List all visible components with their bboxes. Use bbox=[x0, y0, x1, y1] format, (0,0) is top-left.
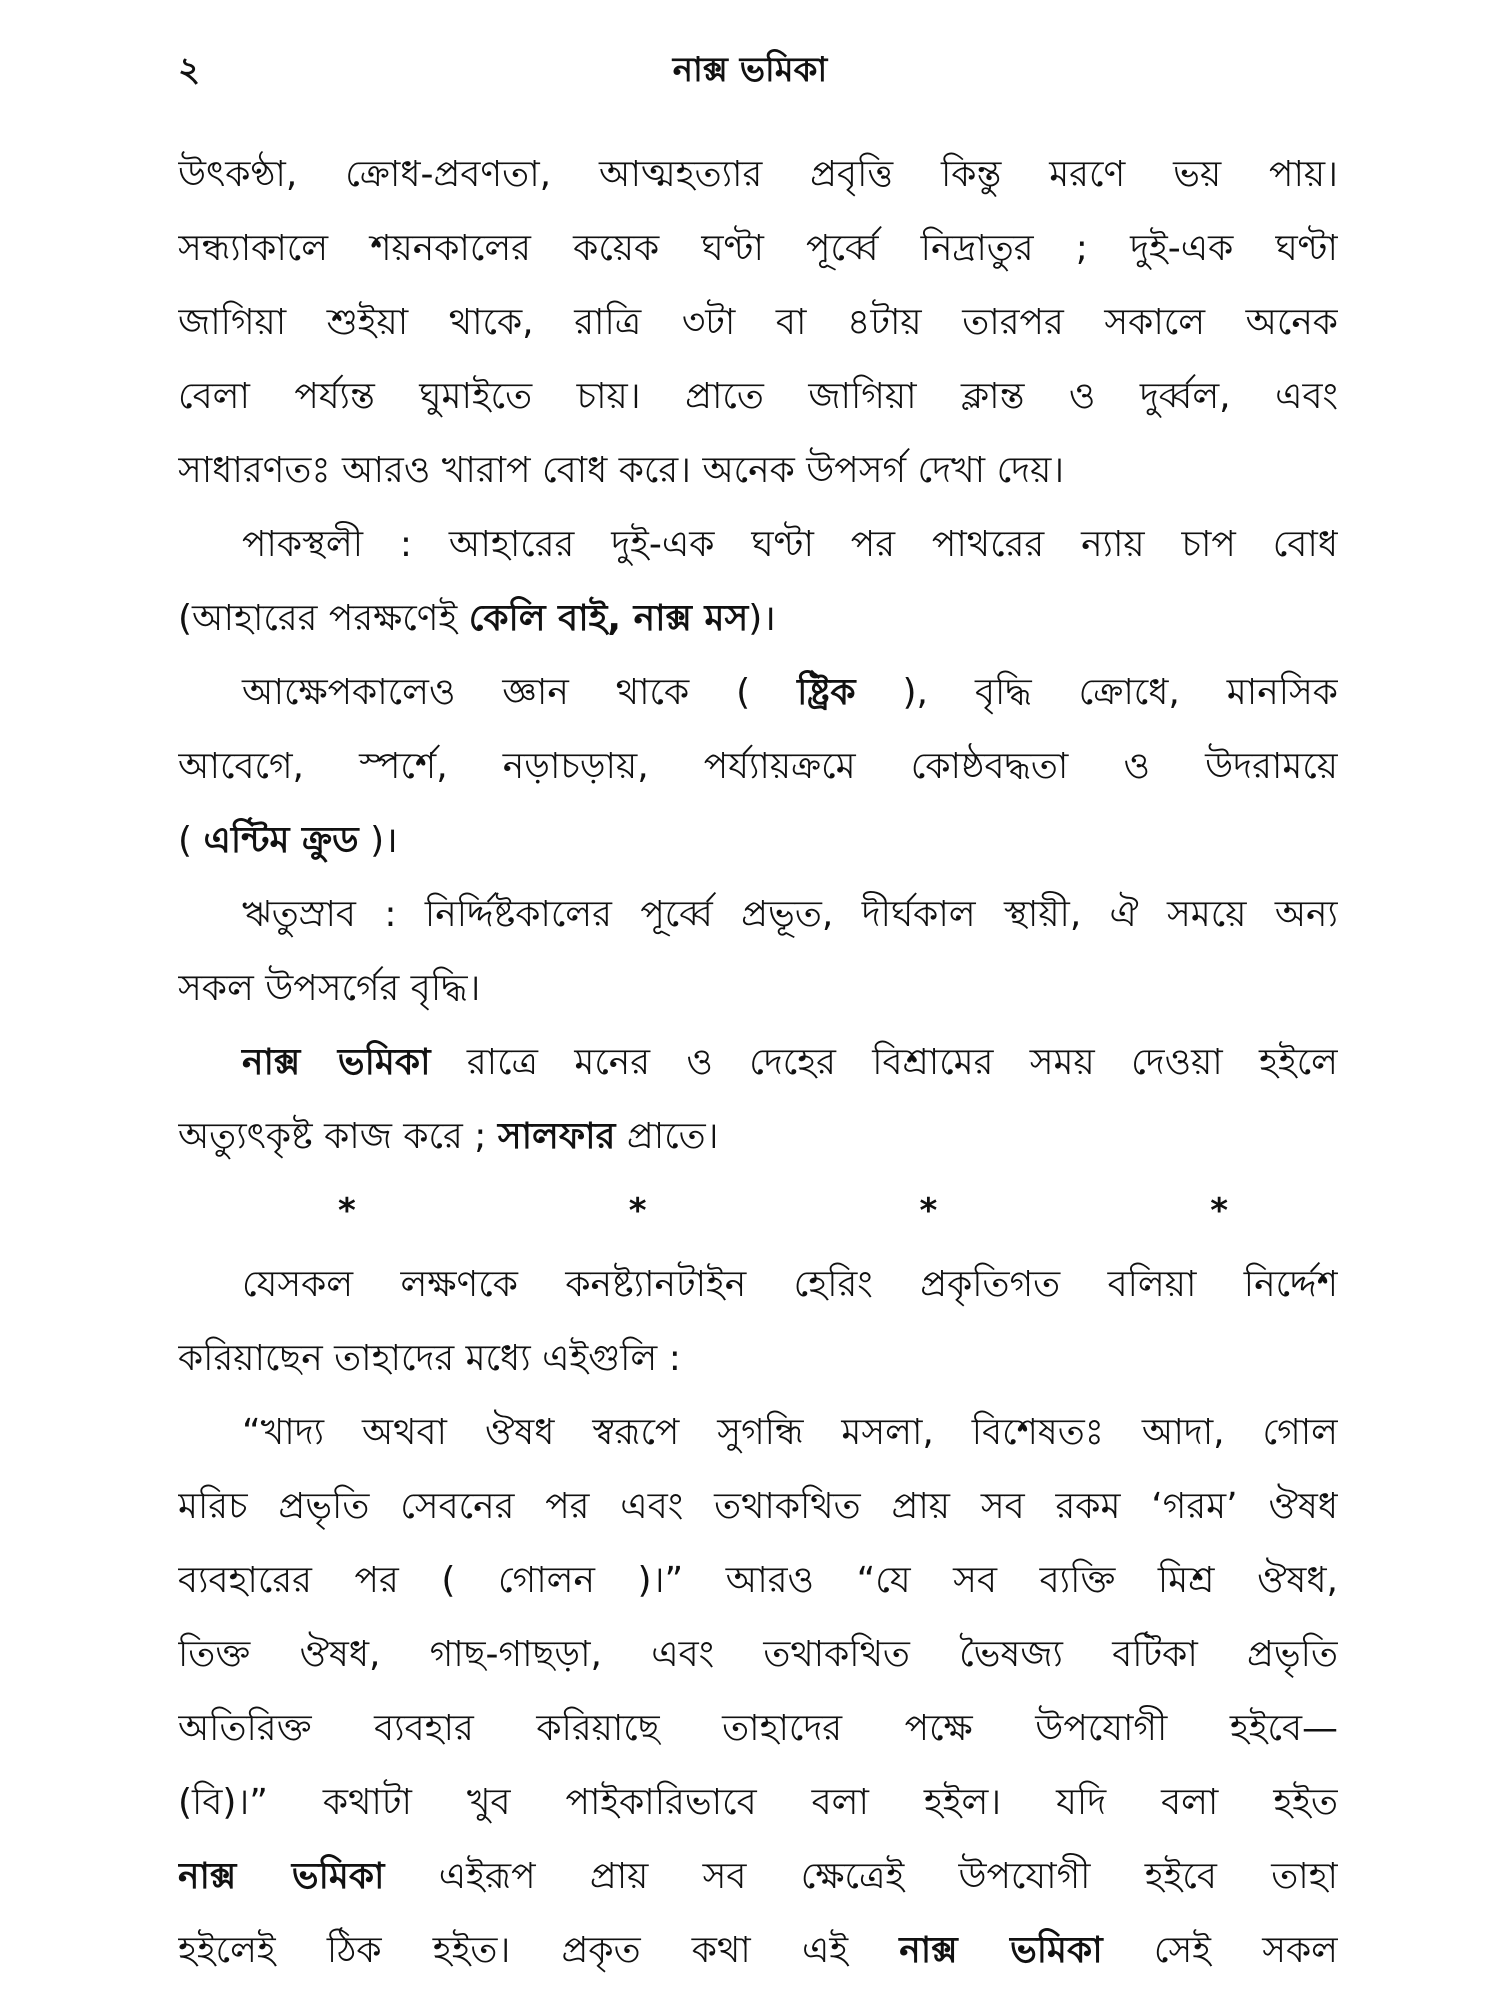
text-run: (আহারের পরক্ষণেই bbox=[178, 598, 469, 639]
text-run: এইরূপ প্রায় সব ক্ষেত্রেই উপযোগী হইবে তাহা bbox=[384, 1856, 1338, 1897]
bold-term: নাক্স ভমিকা bbox=[178, 1856, 385, 1897]
text-run: পাকস্থলী : আহারের দুই-এক ঘণ্টা পর পাথরের ন্যায় চাপ বোধ bbox=[242, 524, 1338, 565]
text-line bbox=[178, 434, 1338, 508]
text-line bbox=[178, 1396, 1338, 1470]
text-line bbox=[178, 1840, 1338, 1914]
separator-star: * bbox=[338, 1191, 356, 1231]
page-number: ২ bbox=[178, 50, 201, 90]
page-header bbox=[0, 44, 1500, 104]
text-run: সাধারণতঃ আরও খারাপ বোধ করে। অনেক উপসর্গ দেখা দেয়। bbox=[178, 450, 1065, 491]
text-line bbox=[178, 582, 1338, 656]
text-run: সেই সকল bbox=[1102, 1930, 1338, 1971]
text-run: অত্যুৎকৃষ্ট কাজ করে ; bbox=[178, 1116, 498, 1157]
text-run: রাত্রে মনের ও দেহের বিশ্রামের সময় দেওয়া হইলে bbox=[430, 1042, 1338, 1083]
text-run: “খাদ্য অথবা ঔষধ স্বরূপে সুগন্ধি মসলা, বিশেষতঃ আদা, গোল bbox=[242, 1412, 1338, 1453]
running-title: নাক্স ভমিকা bbox=[672, 50, 828, 90]
text-run: )। bbox=[358, 820, 398, 861]
text-run: করিয়াছেন তাহাদের মধ্যে এইগুলি : bbox=[178, 1338, 681, 1379]
text-run: আক্ষেপকালেও জ্ঞান থাকে ( bbox=[242, 672, 798, 713]
separator-star: * bbox=[628, 1191, 647, 1231]
text-line bbox=[178, 1322, 1338, 1396]
text-line bbox=[178, 1766, 1338, 1840]
text-run: প্রাতে। bbox=[615, 1116, 719, 1157]
text-run: ব্যবহারের পর ( গোলন )।” আরও “যে সব ব্যক্তি মিশ্র ঔষধ, bbox=[178, 1560, 1338, 1601]
text-run: সকল উপসর্গের বৃদ্ধি। bbox=[178, 968, 481, 1009]
text-line bbox=[178, 730, 1338, 804]
text-line bbox=[178, 1544, 1338, 1618]
text-run: তিক্ত ঔষধ, গাছ-গাছড়া, এবং তথাকথিত ভৈষজ্য বটিকা প্রভৃতি bbox=[178, 1634, 1338, 1675]
text-run: সন্ধ্যাকালে শয়নকালের কয়েক ঘণ্টা পূর্ব্বে নিদ্রাতুর ; দুই-এক ঘণ্টা bbox=[178, 228, 1338, 269]
text-run: ), বৃদ্ধি ক্রোধে, মানসিক bbox=[855, 672, 1338, 713]
text-run: হইলেই ঠিক হইত। প্রকৃত কথা এই bbox=[178, 1930, 900, 1971]
bold-term: এন্টিম ক্রুড bbox=[203, 820, 359, 861]
section-separator bbox=[178, 1174, 1338, 1248]
bold-term: ষ্ট্রিক bbox=[797, 672, 856, 713]
text-run: )। bbox=[748, 598, 776, 639]
text-run: (বি)।” কথাটা খুব পাইকারিভাবে বলা হইল। যদি বলা হইত bbox=[178, 1782, 1338, 1823]
text-line bbox=[178, 1692, 1338, 1766]
text-line bbox=[178, 360, 1338, 434]
text-run: মরিচ প্রভৃতি সেবনের পর এবং তথাকথিত প্রায় সব রকম ‘গরম’ ঔষধ bbox=[178, 1486, 1338, 1527]
text-line bbox=[178, 952, 1338, 1026]
text-run: আবেগে, স্পর্শে, নড়াচড়ায়, পর্য্যায়ক্রমে কোষ্ঠবদ্ধতা ও উদরাময়ে bbox=[178, 746, 1338, 787]
text-run: যেসকল লক্ষণকে কনষ্ট্যানটাইন হেরিং প্রকৃতিগত বলিয়া নির্দ্দেশ bbox=[242, 1264, 1338, 1305]
text-line bbox=[178, 508, 1338, 582]
bold-term: সালফার bbox=[497, 1116, 616, 1157]
text-line bbox=[178, 138, 1338, 212]
text-run: উৎকণ্ঠা, ক্রোধ-প্রবণতা, আত্মহত্যার প্রবৃত্তি কিন্তু মরণে ভয় পায়। bbox=[178, 154, 1338, 195]
separator-star: * bbox=[1210, 1191, 1228, 1231]
text-line bbox=[178, 286, 1338, 360]
text-line bbox=[178, 1248, 1338, 1322]
bold-term: নাক্স ভমিকা bbox=[242, 1042, 431, 1083]
text-run: জাগিয়া শুইয়া থাকে, রাত্রি ৩টা বা ৪টায় তারপর সকালে অনেক bbox=[178, 302, 1338, 343]
bold-term: নাক্স ভমিকা bbox=[899, 1930, 1103, 1971]
text-run: ঋতুস্রাব : নির্দ্দিষ্টকালের পূর্ব্বে প্রভূত, দীর্ঘকাল স্থায়ী, ঐ সময়ে অন্য bbox=[242, 894, 1338, 935]
text-line bbox=[178, 1100, 1338, 1174]
text-run: অতিরিক্ত ব্যবহার করিয়াছে তাহাদের পক্ষে উপযোগী হইবে— bbox=[178, 1708, 1338, 1749]
separator-star: * bbox=[919, 1191, 938, 1231]
text-run: ( bbox=[178, 820, 204, 861]
text-line bbox=[178, 878, 1338, 952]
text-line bbox=[178, 656, 1338, 730]
bold-term: কেলি বাই, নাক্স মস bbox=[468, 598, 749, 639]
text-run: বেলা পর্য্যন্ত ঘুমাইতে চায়। প্রাতে জাগিয়া ক্লান্ত ও দুর্ব্বল, এবং bbox=[178, 376, 1338, 417]
text-line bbox=[178, 1618, 1338, 1692]
text-line bbox=[178, 1470, 1338, 1544]
body-text bbox=[178, 138, 1338, 1988]
text-line bbox=[178, 1914, 1338, 1988]
text-line bbox=[178, 1026, 1338, 1100]
text-line bbox=[178, 804, 1338, 878]
text-line bbox=[178, 212, 1338, 286]
